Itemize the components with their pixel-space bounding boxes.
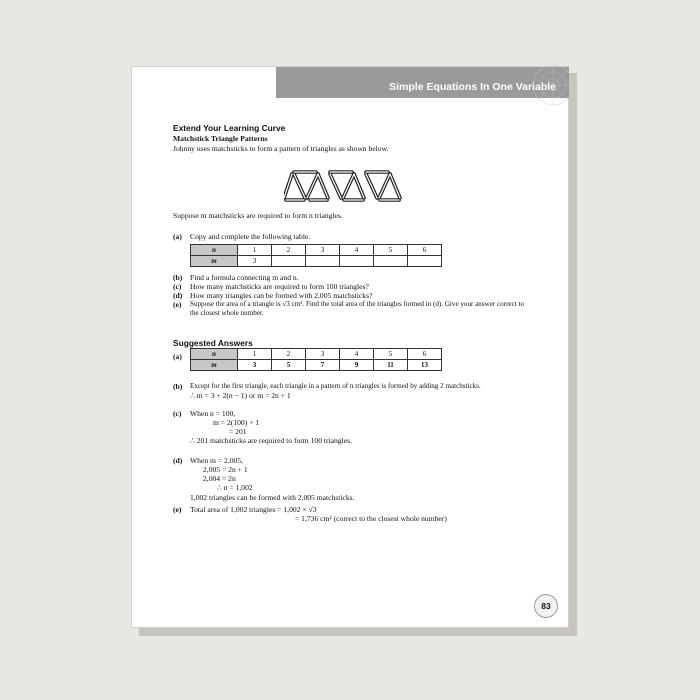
section-title: Extend Your Learning Curve xyxy=(173,123,286,133)
table-cell xyxy=(306,256,340,267)
table-cell: 7 xyxy=(306,360,340,371)
answer-b-line1: Except for the first triangle, each triangle in a pattern of n triangles is formed by adding 2 matchsticks. xyxy=(190,382,481,390)
table-row-header: m xyxy=(191,256,238,267)
table-cell: 9 xyxy=(340,360,374,371)
table-row-header: m xyxy=(191,360,238,371)
question-e-text-line2: the closest whole number. xyxy=(190,309,264,317)
table-row xyxy=(191,256,442,267)
answer-e-line2: = 1,736 cm² (correct to the closest whole number) xyxy=(295,514,447,523)
question-e-label: (e) xyxy=(173,300,182,309)
answer-b-line2: ∴ m = 3 + 2(n − 1) or m = 2n + 1 xyxy=(190,391,291,400)
answer-d-line2: 2,005 = 2n + 1 xyxy=(203,465,248,474)
question-a-label: (a) xyxy=(173,232,182,241)
table-cell: 4 xyxy=(340,245,374,256)
question-b-label: (b) xyxy=(173,273,183,282)
question-b-text: Find a formula connecting m and n. xyxy=(190,273,299,282)
table-cell: 11 xyxy=(374,360,408,371)
table-row xyxy=(191,360,442,371)
table-cell: 5 xyxy=(374,245,408,256)
answer-table xyxy=(190,348,442,371)
question-e-text-line1: Suppose the area of a triangle is √3 cm². Find the total area of the triangles formed in (d). Give your answer correct to xyxy=(190,300,524,308)
answer-c-line3: = 201 xyxy=(229,427,247,436)
question-c-label: (c) xyxy=(173,282,182,291)
table-cell: 2 xyxy=(272,245,306,256)
question-d-label: (d) xyxy=(173,291,183,300)
table-row-header: n xyxy=(191,245,238,256)
table-cell: 3 xyxy=(238,360,272,371)
table-cell: 3 xyxy=(238,256,272,267)
table-cell: 6 xyxy=(408,245,442,256)
answer-e-label: (e) xyxy=(173,505,182,514)
table-cell xyxy=(272,256,306,267)
table-cell: 3 xyxy=(306,245,340,256)
answer-d-line5: 1,002 triangles can be formed with 2,005 matchsticks. xyxy=(190,493,355,502)
answer-d-line3: 2,004 = 2n xyxy=(203,474,236,483)
section-subtitle: Matchstick Triangle Patterns xyxy=(173,134,268,143)
table-cell: 1 xyxy=(238,245,272,256)
question-table xyxy=(190,244,442,267)
answers-title: Suggested Answers xyxy=(173,338,253,348)
table-cell: 5 xyxy=(272,360,306,371)
answer-d-line4: ∴ n = 1,002 xyxy=(217,483,253,492)
answer-a-label: (a) xyxy=(173,352,182,361)
table-cell: 6 xyxy=(408,349,442,360)
question-d-text: How many triangles can be formed with 2,005 matchsticks? xyxy=(190,291,373,300)
question-a-text: Copy and complete the following table. xyxy=(190,232,311,241)
answer-d-label: (d) xyxy=(173,456,183,465)
answer-c-line2: m = 2(100) + 1 xyxy=(213,418,260,427)
table-cell: 5 xyxy=(374,349,408,360)
table-row xyxy=(191,245,442,256)
table-row xyxy=(191,349,442,360)
chapter-header-bar xyxy=(276,67,569,98)
table-cell: 1 xyxy=(238,349,272,360)
answer-b-label: (b) xyxy=(173,382,183,391)
table-cell: 4 xyxy=(340,349,374,360)
table-cell xyxy=(340,256,374,267)
chapter-title: Simple Equations In One Variable xyxy=(389,81,556,93)
answer-e-line1: Total area of 1,002 triangles = 1,002 × √3 xyxy=(190,505,317,514)
suppose-text: Suppose m matchsticks are required to form n triangles. xyxy=(173,211,343,220)
answer-c-line1: When n = 100, xyxy=(190,409,236,418)
textbook-page xyxy=(131,66,569,628)
question-c-text: How many matchsticks are required to form 100 triangles? xyxy=(190,282,369,291)
table-cell xyxy=(374,256,408,267)
table-cell: 3 xyxy=(306,349,340,360)
answer-c-line4: ∴ 201 matchsticks are required to form 100 triangles. xyxy=(190,436,352,445)
answer-c-label: (c) xyxy=(173,409,182,418)
table-cell xyxy=(408,256,442,267)
page-number: 83 xyxy=(534,594,558,618)
table-cell: 2 xyxy=(272,349,306,360)
intro-text: Johnny uses matchsticks to form a pattern of triangles as shown below. xyxy=(173,144,389,153)
table-row-header: n xyxy=(191,349,238,360)
table-cell: 13 xyxy=(408,360,442,371)
answer-d-line1: When m = 2,005, xyxy=(190,456,244,465)
matchstick-triangles-figure xyxy=(284,168,418,206)
